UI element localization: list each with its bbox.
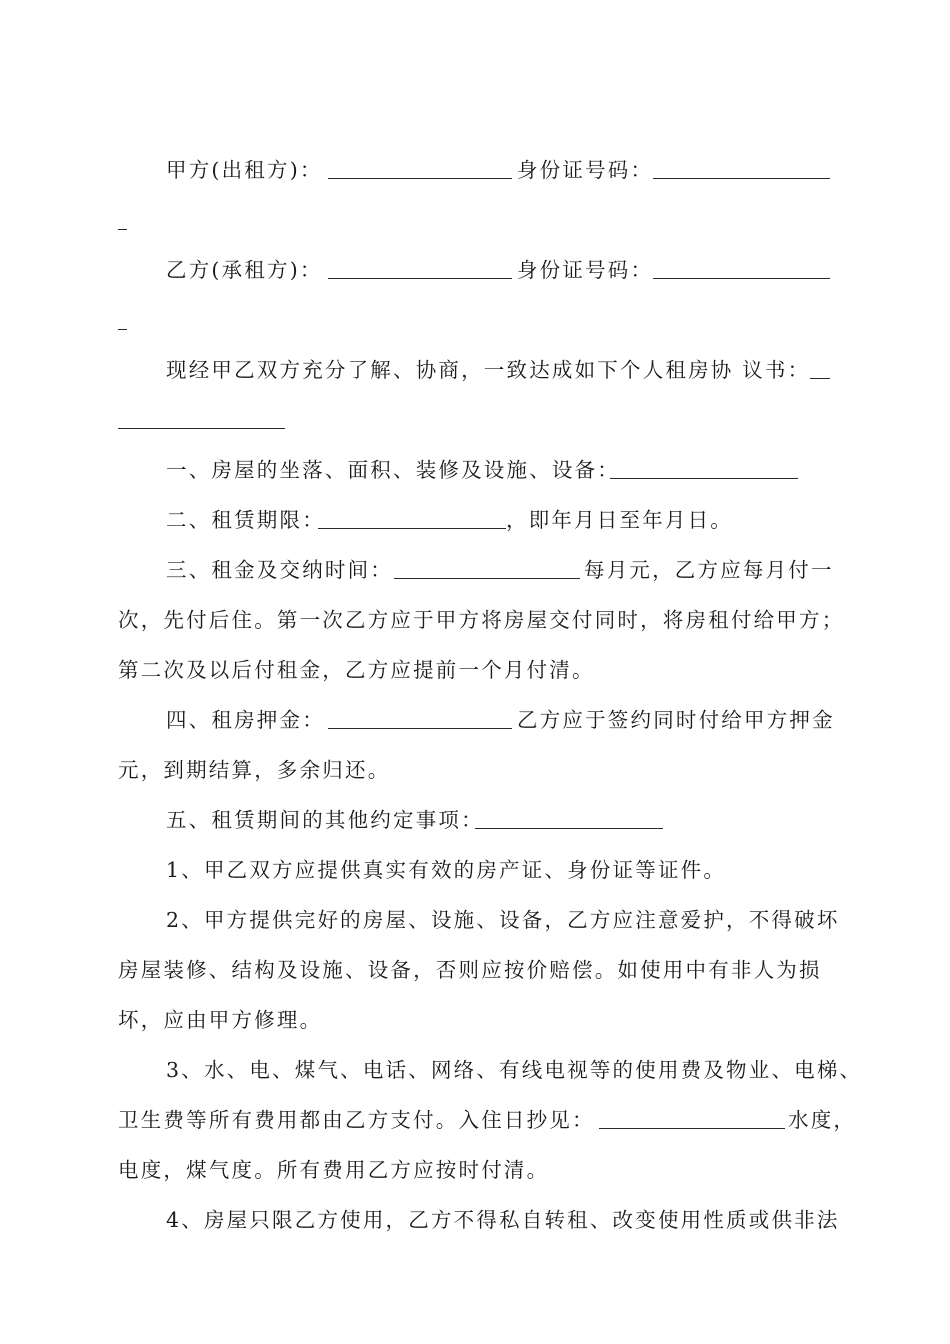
intro-blank: [810, 378, 830, 379]
party-b-id-blank: [653, 278, 830, 279]
item-3-text-c: 水度，: [788, 1108, 857, 1132]
item-3-text-d: 电度，煤气度。所有费用乙方应按时付清。: [118, 1158, 550, 1182]
section-4-label: 四、租房押金：: [166, 708, 325, 732]
item-3-text-b: 卫生费等所有费用都由乙方支付。入住日抄见：: [118, 1108, 595, 1132]
section-1-text: 一、房屋的坐落、面积、装修及设施、设备：: [166, 458, 620, 482]
party-a-label: 甲方(出租方)：: [166, 158, 323, 182]
section-4-blank: [328, 728, 512, 729]
section-3-text-c: 第二次及以后付租金，乙方应提前一个月付清。: [118, 658, 595, 682]
section-1-blank: [610, 478, 798, 479]
item-4-text-a: 4、房屋只限乙方使用，乙方不得私自转租、改变使用性质或供非法: [166, 1208, 840, 1232]
item-1-text: 1、甲乙双方应提供真实有效的房产证、身份证等证件。: [166, 858, 727, 882]
section-5-label: 五、租赁期间的其他约定事项：: [166, 808, 484, 832]
party-b-id-blank-tail: [118, 329, 127, 330]
section-4-text-a: 乙方应于签约同时付给甲方押金: [517, 708, 835, 732]
item-3-text-a: 3、水、电、煤气、电话、网络、有线电视等的使用费及物业、电梯、: [166, 1058, 863, 1082]
section-2-text: ，即年月日至年月日。: [506, 508, 733, 532]
party-a-blank: [328, 178, 512, 179]
party-a-id-blank-tail: [118, 229, 127, 230]
section-4-text-b: 元，到期结算，多余归还。: [118, 758, 391, 782]
party-b-id-label: 身份证号码：: [517, 258, 654, 282]
section-5-blank: [475, 828, 663, 829]
section-3-label: 三、租金及交纳时间：: [166, 558, 393, 582]
party-b-label: 乙方(承租方)：: [166, 258, 323, 282]
item-3-blank: [599, 1128, 785, 1129]
item-2-text-b: 房屋装修、结构及设施、设备，否则应按价赔偿。如使用中有非人为损: [118, 958, 822, 982]
party-b-blank: [328, 278, 512, 279]
section-3-blank: [394, 578, 580, 579]
party-a-id-label: 身份证号码：: [517, 158, 654, 182]
intro-text: 现经甲乙双方充分了解、协商，一致达成如下个人租房协 议书：: [166, 358, 811, 382]
intro-blank-continued: [118, 428, 285, 429]
section-3-text-b: 次，先付后住。第一次乙方应于甲方将房屋交付同时，将房租付给甲方；: [118, 608, 845, 632]
party-a-id-blank: [653, 178, 830, 179]
section-3-text-a: 每月元，乙方应每月付一: [584, 558, 834, 582]
item-2-text-a: 2、甲方提供完好的房屋、设施、设备，乙方应注意爱护，不得破坏: [166, 908, 840, 932]
section-2-blank: [318, 528, 506, 529]
section-2-label: 二、租赁期限：: [166, 508, 325, 532]
item-2-text-c: 坏，应由甲方修理。: [118, 1008, 323, 1032]
